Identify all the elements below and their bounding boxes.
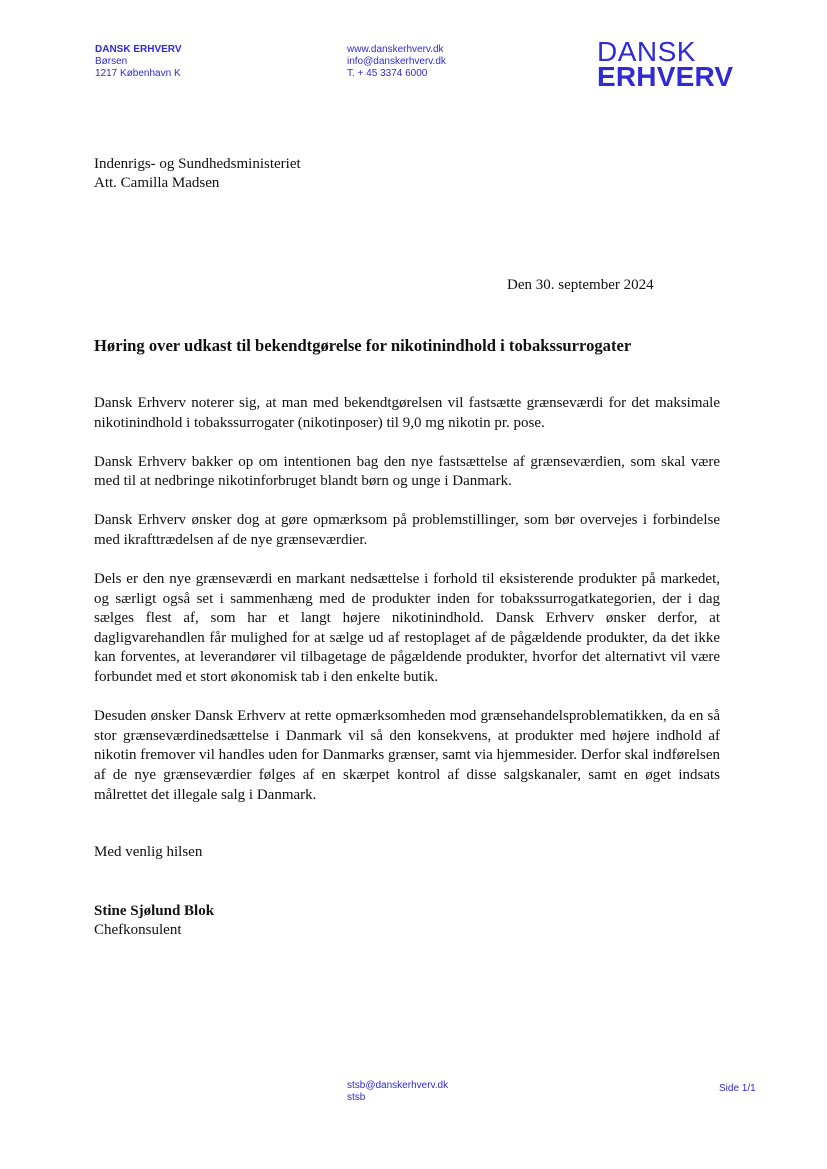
body-paragraph-5: Desuden ønsker Dansk Erhverv at rette opmærksomheden mod grænsehandelsproblematikken, da en så stor grænseværdinedsættelse i Danmark vil så den konsekvens, at produkter med højere indhold af nikotin fremover vil handles uden for Danmarks grænser, samt via hjemmesider. Derfor skal indførelsen af de nye grænseværdier følges af en skærpet kontrol af disse salgskanaler, samt en øget indsats målrettet det illegale salg i Danmark.	[94, 708, 720, 803]
body-paragraph-2: Dansk Erhverv bakker op om intentionen bag den nye fastsættelse af grænseværdien, som skal være med til at nedbringe nikotinforbruget blandt børn og unge i Danmark.	[94, 453, 720, 490]
website-link[interactable]: www.danskerhverv.dk	[347, 44, 444, 55]
letter-subject: Høring over udkast til bekendtgørelse for nikotinindhold i tobakssurrogater	[94, 336, 632, 355]
sender-street: Børsen	[95, 56, 128, 67]
logo-line-2: ERHVERV	[597, 61, 734, 92]
body-paragraph-4: Dels er den nye grænseværdi en markant nedsættelse i forhold til eksisterende produkter på markedet, og særligt også set i sammenhæng med de produkter inden for tobakssurrogatkategorien, der i dag sælges flest af, som har et langt højere nikotinindhold. Dansk Erhverv ønsker derfor, at dagligvarehandlen får mulighed for at sælge ud af restoplaget af de pågældende produkter, da det ikke kan forventes, at leverandører vil tilbagetage de pågældende produkter, hvorfor det alternativt vil være forbundet med et stort økonomisk tab i den enkelte butik.	[94, 571, 720, 686]
signature-block	[94, 902, 214, 940]
signatory-name: Stine Sjølund Blok	[94, 903, 215, 919]
sender-name: DANSK ERHVERV	[95, 44, 182, 55]
letter-body	[94, 394, 720, 825]
sender-contact	[347, 44, 446, 80]
phone-number: T. + 45 3374 6000	[347, 68, 428, 79]
dansk-erhverv-logo	[597, 36, 734, 92]
footer-contact	[347, 1080, 448, 1104]
body-paragraph-1: Dansk Erhverv noterer sig, at man med bekendtgørelsen vil fastsætte grænseværdi for det maksimale nikotinindhold i tobakssurrogater (nikotinposer) til 9,0 mg nikotin pr. pose.	[94, 395, 720, 431]
letter-date: Den 30. september 2024	[507, 277, 654, 293]
page-number: Side 1/1	[719, 1083, 756, 1094]
sender-address	[95, 44, 182, 80]
signatory-title: Chefkonsulent	[94, 922, 182, 938]
recipient-block	[94, 155, 301, 193]
recipient-attention: Att. Camilla Madsen	[94, 175, 220, 191]
recipient-organization: Indenrigs- og Sundhedsministeriet	[94, 156, 301, 172]
footer-email-link[interactable]: stsb@danskerhverv.dk	[347, 1080, 449, 1091]
sender-city: 1217 København K	[95, 68, 181, 79]
body-paragraph-3: Dansk Erhverv ønsker dog at gøre opmærksom på problemstillinger, som bør overvejes i forbindelse med ikrafttrædelsen af de nye grænseværdier.	[94, 512, 720, 548]
email-link[interactable]: info@danskerhverv.dk	[347, 56, 446, 67]
logo-line-1: DANSK	[597, 36, 696, 67]
closing-salutation: Med venlig hilsen	[94, 844, 203, 860]
footer-initials: stsb	[347, 1092, 366, 1103]
